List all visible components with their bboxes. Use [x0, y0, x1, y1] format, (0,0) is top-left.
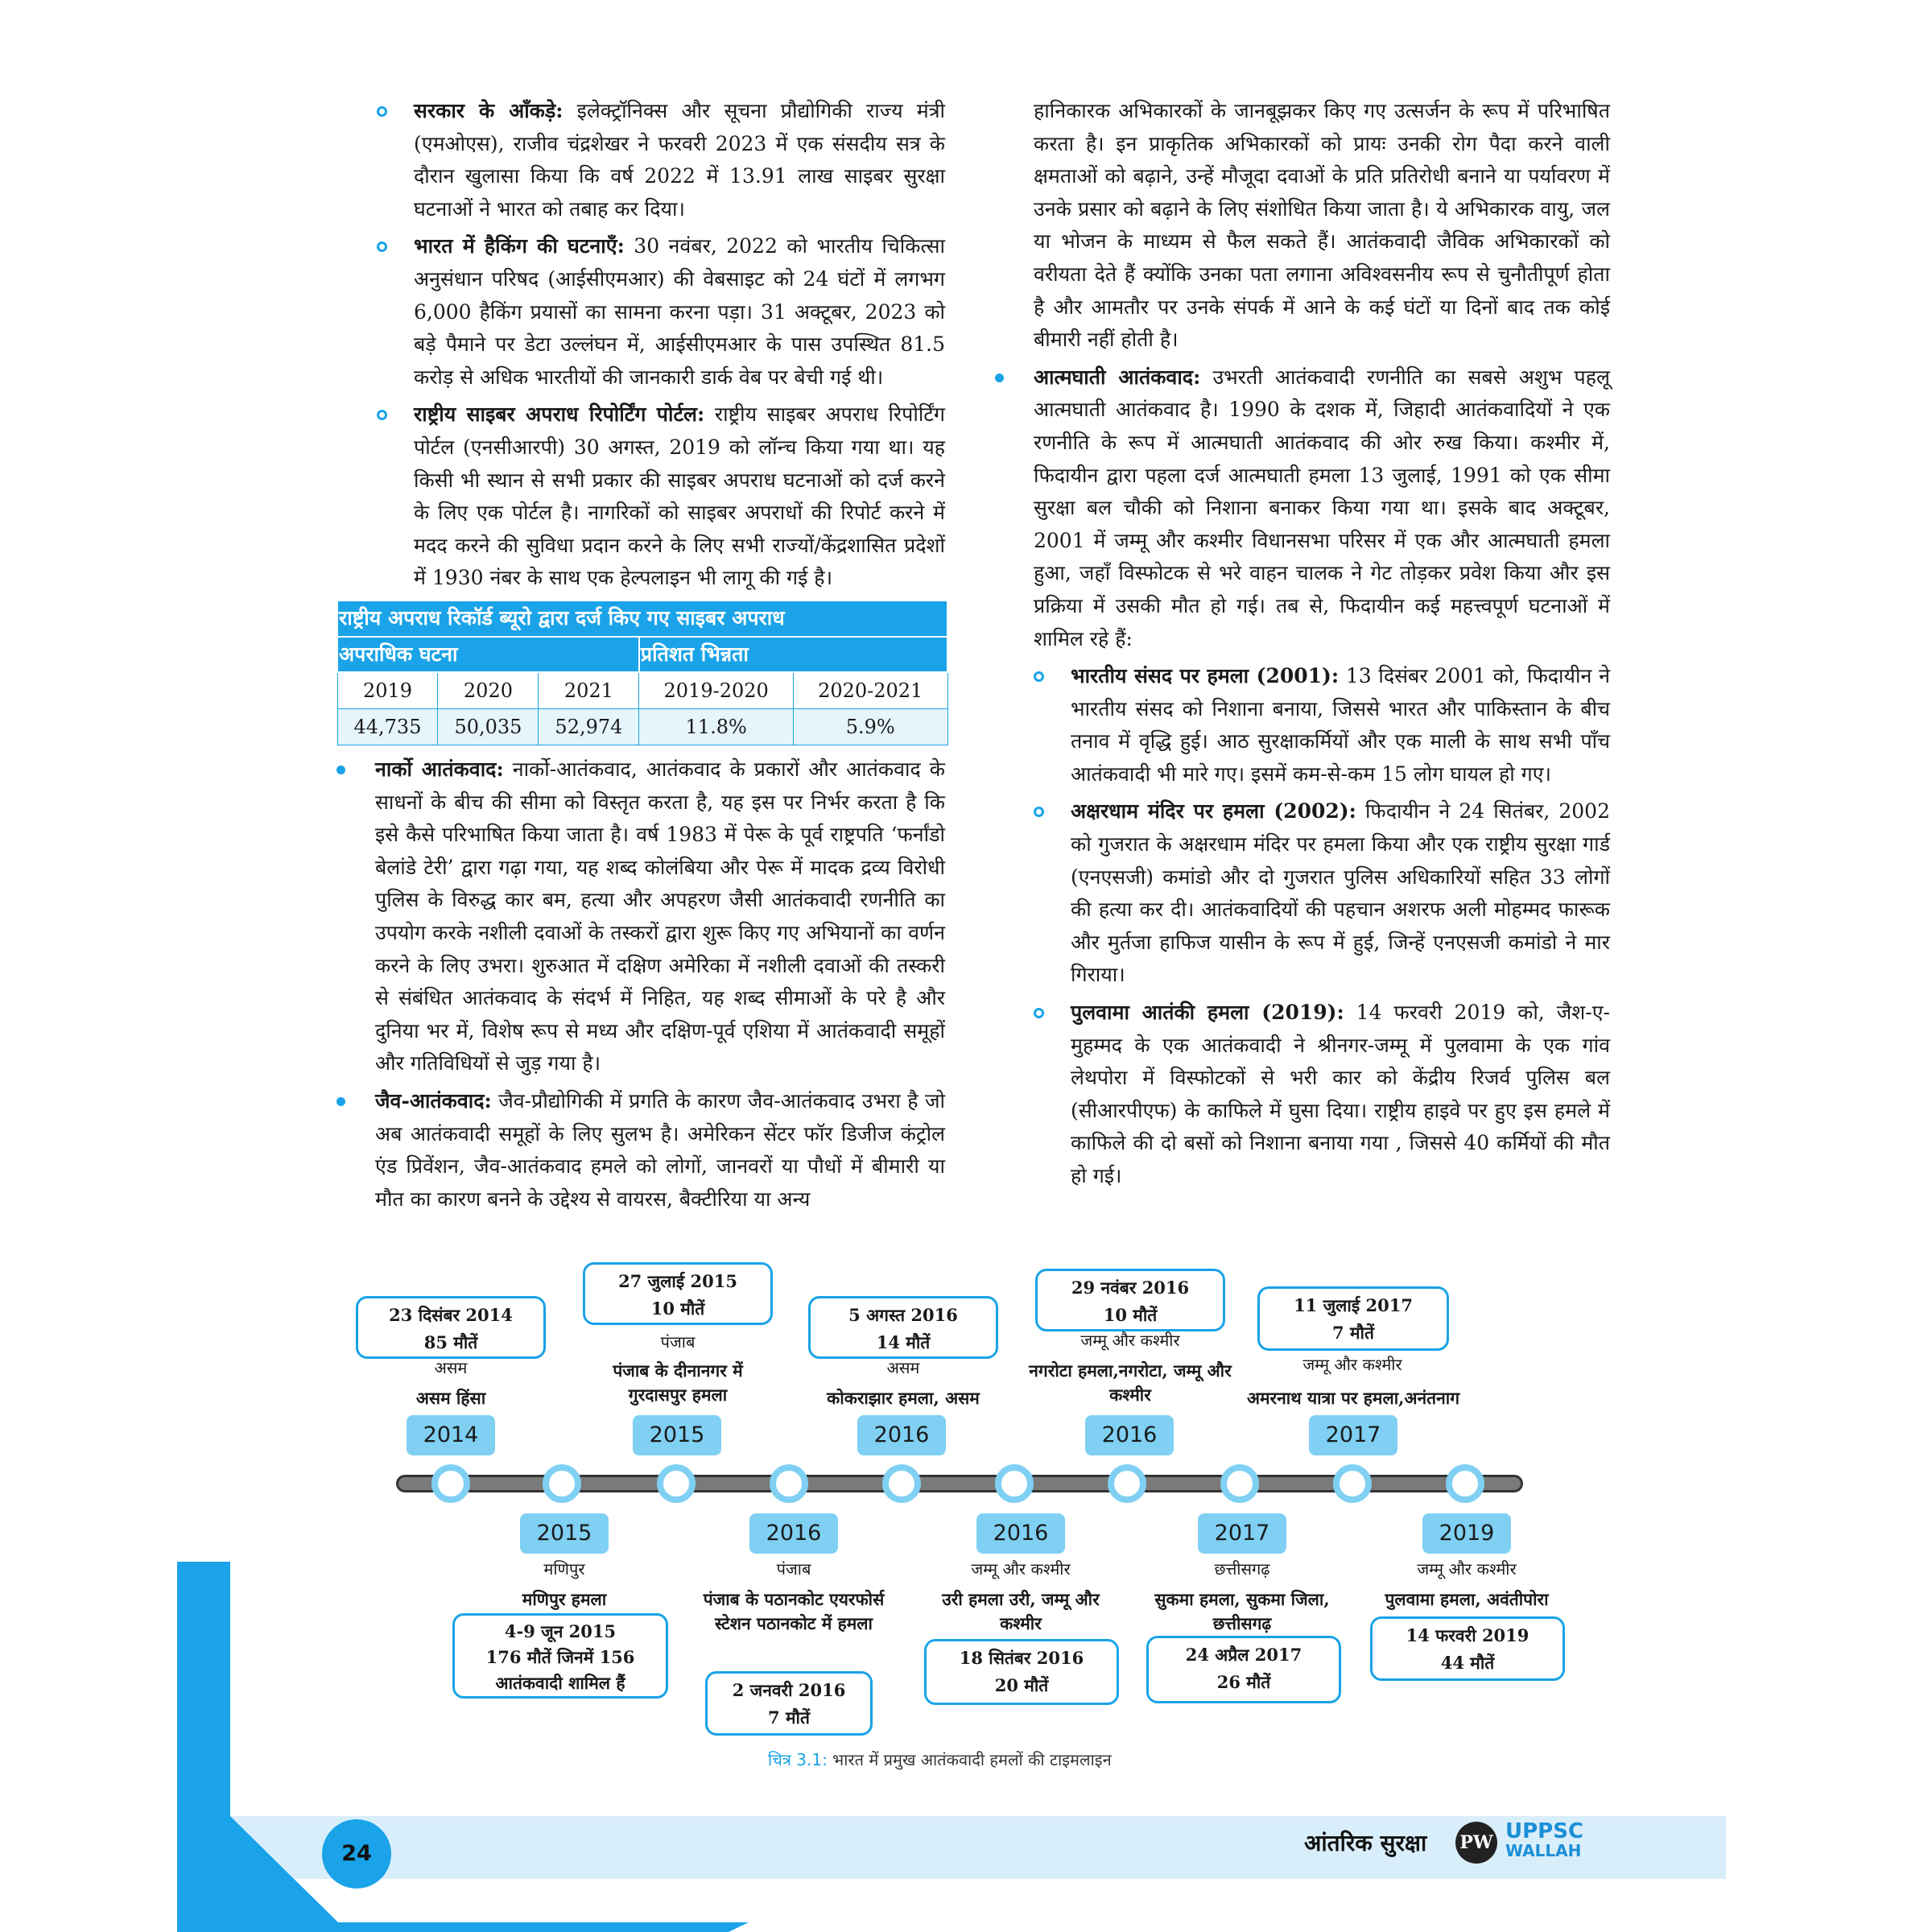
- timeline-event: अमरनाथ यात्रा पर हमला,अनंतनाग: [1246, 1388, 1460, 1408]
- timeline-state: पंजाब: [776, 1559, 811, 1579]
- timeline-year-label: 2017: [1198, 1513, 1286, 1554]
- timeline-date: 23 दिसंबर 2014: [389, 1305, 513, 1325]
- table-value-cell: 44,735: [337, 709, 438, 745]
- timeline-deaths: 44 मौतें: [1440, 1653, 1495, 1673]
- item-text: 13 दिसंबर 2001 को, फिदायीन ने भारतीय संसद को निशाना बनाया, जिससे भारत और पाकिस्तान के बीच तनाव में वृद्धि हुई। आठ सुरक्षाकर्मियों और एक माली के साथ सभी पाँच आतंकवादी भी मारे गए। इसमें कम-से-कम 15 लोग घायल हो गए।: [1071, 664, 1610, 786]
- timeline-year-label: 2015: [520, 1513, 609, 1554]
- timeline-event: मणिपुर हमला: [522, 1589, 607, 1609]
- table-group-header: प्रतिशत भिन्नता: [639, 637, 947, 673]
- item-title: नार्को आतंकवाद:: [375, 758, 504, 782]
- item-text: इलेक्ट्रॉनिक्स और सूचना प्रौद्योगिकी राज्य मंत्री (एमओएस), राजीव चंद्रशेखर ने फरवरी 2023 में एक संसदीय सत्र के दौरान खुलासा किया कि वर्ष 2022 में 13.91 लाख साइबर सुरक्षा घटनाओं ने भारत को तबाह कर दिया।: [414, 99, 945, 221]
- item-text: उभरती आतंकवादी रणनीति का सबसे अशुभ पहलू आत्मघाती आतंकवाद है। 1990 के दशक में, जिहादी आतंकवादियों ने एक रणनीति के रूप में आत्मघाती आतंकवाद की ओर रुख किया। कश्मीर में, फिदायीन द्वारा पहला दर्ज आत्मघाती हमला 13 जुलाई, 1991 को एक सीमा सुरक्षा बल चौकी को निशाना बनाकर किया गया था। इसके बाद अक्टूबर, 2001 में जम्मू और कश्मीर विधानसभा परिसर में एक और आत्मघाती हमला हुआ, जहाँ विस्फोटक से भरे वाहन चालक ने गेट तोड़कर प्रवेश किया और इस प्रक्रिया में उसकी मौत हो गई। तब से, फिदायीन कई महत्त्वपूर्ण घटनाओं में शामिल रहे हैं:: [1034, 365, 1610, 650]
- timeline-deaths: 176 मौतें जिनमें 156 आतंकवादी शामिल हैं: [485, 1647, 635, 1693]
- timeline-state: मणिपुर: [543, 1559, 585, 1579]
- brand-logo-text: [1505, 1821, 1583, 1860]
- timeline-state: असम: [434, 1358, 468, 1377]
- table-year-cell: 2020-2021: [793, 672, 947, 709]
- logo-line: UPPSC: [1505, 1819, 1584, 1843]
- item-title: जैव-आतंकवाद:: [375, 1089, 492, 1113]
- item-title: आत्मघाती आतंकवाद:: [1034, 365, 1201, 389]
- timeline-year-label: 2014: [407, 1415, 495, 1455]
- logo-line: WALLAH: [1505, 1841, 1582, 1860]
- timeline-date: 11 जुलाई 2017: [1294, 1295, 1413, 1315]
- item-text: फिदायीन ने 24 सितंबर, 2002 को गुजरात के अक्षरधाम मंदिर पर हमला किया और एक राष्ट्रीय सुरक्षा गार्ड (एनएसजी) कमांडो और दो गुजरात पुलिस अधिकारियों सहित 33 लोगों की हत्या कर दी। आतंकवादियों की पहचान अशरफ अली मोहम्मद फारूक और मुर्तजा हाफिज यासीन के रूप में हुई, जिन्हें एनएसजी कमांडो ने मार गिराया।: [1071, 799, 1610, 987]
- table-year-cell: 2021: [539, 672, 639, 709]
- timeline-deaths: 14 मौतें: [876, 1332, 931, 1352]
- timeline-event: पुलवामा हमला, अवंतीपोरा: [1385, 1589, 1549, 1609]
- item-text: राष्ट्रीय साइबर अपराध रिपोर्टिंग पोर्टल (एनसीआरपी) 30 अगस्त, 2019 को लॉन्च किया गया था। यह किसी भी स्थान से सभी प्रकार की साइबर अपराध घटनाओं को दर्ज करने के लिए एक पोर्टल है। नागरिकों को साइबर अपराधों की रिपोर्ट करने में मदद करने की सुविधा प्रदान करने के लिए सभी राज्यों/केंद्रशासित प्रदेशों में 1930 नंबर के साथ एक हेल्पलाइन भी लागू की गई है।: [414, 402, 945, 590]
- item-title: राष्ट्रीय साइबर अपराध रिपोर्टिंग पोर्टल:: [414, 402, 705, 427]
- timeline-deaths: 7 मौतें: [1332, 1323, 1374, 1343]
- timeline-date: 5 अगस्त 2016: [848, 1305, 958, 1325]
- timeline-date: 29 नवंबर 2016: [1071, 1278, 1190, 1298]
- timeline-state: छत्तीसगढ़: [1214, 1559, 1270, 1579]
- table-value-cell: 11.8%: [639, 709, 794, 745]
- timeline-deaths: 7 मौतें: [768, 1707, 810, 1728]
- footer-title: आंतरिक सुरक्षा: [1304, 1830, 1427, 1856]
- table-year-cell: 2019: [337, 672, 438, 709]
- timeline-date: 14 फरवरी 2019: [1406, 1625, 1530, 1645]
- timeline-deaths: 26 मौतें: [1216, 1672, 1271, 1692]
- timeline-year-label: 2016: [976, 1513, 1065, 1554]
- table-year-cell: 2020: [438, 672, 539, 709]
- item-text: 14 फरवरी 2019 को, जैश-ए-मुहम्मद के एक आतंकवादी ने श्रीनगर-जम्मू में पुलवामा के एक गांव लेथपोरा में विस्फोटकों से भरी कार को केंद्रीय रिजर्व पुलिस बल (सीआरपीएफ) के काफिले में घुसा दिया। राष्ट्रीय हाइवे पर हुए इस हमले में काफिले की दो बसों को निशाना बनाया गया , जिससे 40 कर्मियों की मौत हो गई।: [1071, 1001, 1610, 1187]
- timeline-deaths: 10 मौतें: [650, 1298, 705, 1319]
- item-title: भारत में हैकिंग की घटनाएँ:: [414, 234, 625, 258]
- timeline-state: जम्मू और कश्मीर: [971, 1559, 1071, 1579]
- timeline-state: पंजाब: [660, 1332, 696, 1352]
- timeline-event: नगरोटा हमला,नगरोटा, जम्मू और कश्मीर: [1029, 1360, 1232, 1405]
- timeline-year-label: 2016: [857, 1415, 946, 1455]
- table-title: राष्ट्रीय अपराध रिकॉर्ड ब्यूरो द्वारा दर्ज किए गए साइबर अपराध: [337, 601, 947, 637]
- timeline-date: 18 सितंबर 2016: [959, 1648, 1084, 1668]
- timeline-year-label: 2015: [633, 1415, 721, 1455]
- timeline-date: 4-9 जून 2015: [504, 1621, 617, 1641]
- item-title: अक्षरधाम मंदिर पर हमला (2002):: [1071, 799, 1356, 824]
- caption-label: चित्र 3.1:: [768, 1750, 828, 1769]
- timeline-year-label: 2017: [1309, 1415, 1397, 1455]
- table-value-cell: 50,035: [438, 709, 539, 745]
- timeline-state: असम: [886, 1358, 920, 1377]
- timeline-year-label: 2016: [1085, 1415, 1174, 1455]
- timeline-year-label: 2019: [1422, 1513, 1511, 1554]
- caption-text: भारत में प्रमुख आतंकवादी हमलों की टाइमलाइन: [827, 1750, 1112, 1769]
- timeline-date: 2 जनवरी 2016: [732, 1680, 846, 1700]
- timeline-state: जम्मू और कश्मीर: [1080, 1331, 1180, 1350]
- timeline-event: कोकराझार हमला, असम: [827, 1388, 980, 1408]
- continuation-paragraph: हानिकारक अभिकारकों के जानबूझकर किए गए उत्सर्जन के रूप में परिभाषित करता है। इन प्राकृतिक अभिकारकों को प्रायः उनकी रोग पैदा करने वाली क्षमताओं को बढ़ाने, उन्हें मौजूदा दवाओं के प्रति प्रतिरोधी बनाने या पर्यावरण में उनके प्रसार को बढ़ाने के लिए संशोधित किया जाता है। ये अभिकारक वायु, जल या भोजन के माध्यम से फैल सकते हैं। आतंकवादी जैविक अभिकारकों को वरीयता देते हैं क्योंकि उनका पता लगाना अविश्वसनीय रूप से चुनौतीपूर्ण होता है और आमतौर पर उनके संपर्क में आने के कई घंटों या दिनों बाद तक कोई बीमारी नहीं होती है।: [1034, 99, 1610, 352]
- timeline-event: पंजाब के पठानकोट एयरफोर्स स्टेशन पठानकोट में हमला: [703, 1589, 885, 1633]
- timeline-event: पंजाब के दीनानगर में गुरदासपुर हमला: [613, 1360, 743, 1405]
- table-group-header: अपराधिक घटना: [337, 637, 639, 673]
- timeline-deaths: 20 मौतें: [994, 1675, 1049, 1695]
- item-title: सरकार के आँकड़े:: [414, 99, 564, 122]
- pw-logo-icon: PW: [1455, 1822, 1497, 1864]
- table-value-cell: 52,974: [539, 709, 639, 745]
- item-text: 30 नवंबर, 2022 को भारतीय चिकित्सा अनुसंधान परिषद (आईसीएमआर) की वेबसाइट को 24 घंटों में लगभग 6,000 हैकिंग प्रयासों का सामना करना पड़ा। 31 अक्टूबर, 2023 को बड़े पैमाने पर डेटा उल्लंघन में, आईसीएमआर के पास उपस्थित 81.5 करोड़ से अधिक भारतीयों की जानकारी डार्क वेब पर बेची गई थी।: [414, 234, 945, 389]
- timeline-date: 27 जुलाई 2015: [618, 1271, 737, 1291]
- item-title: पुलवामा आतंकी हमला (2019):: [1071, 1001, 1344, 1025]
- item-text: जैव-प्रौद्योगिकी में प्रगति के कारण जैव-आतंकवाद उभरा है जो अब आतंकवादी समूहों के लिए सुलभ है। अमेरिकन सेंटर फॉर डिजीज कंट्रोल एंड प्रिवेंशन, जैव-आतंकवाद हमले को लोगों, जानवरों या पौधों में बीमारी या मौत का कारण बनने के उद्देश्य से वायरस, बैक्टीरिया या अन्य: [375, 1089, 945, 1211]
- item-text: नार्को-आतंकवाद, आतंकवाद के प्रकारों और आतंकवाद के साधनों के बीच की सीमा को विस्तृत करता है, यह इस पर निर्भर करता है कि इसे कैसे परिभाषित किया जाता है। वर्ष 1983 में पेरू के पूर्व राष्ट्रपति ‘फर्नांडो बेलांडे टेरी’ द्वारा गढ़ा गया, यह शब्द कोलंबिया और पेरू में मादक द्रव्य विरोधी पुलिस के विरुद्ध कार बम, हत्या और अपहरण जैसी आतंकवादी रणनीति का उपयोग करके नशीली दवाओं के तस्करों द्वारा शुरू किए गए अभियानों का वर्णन करने के लिए उभरा। शुरुआत में दक्षिण अमेरिका में नशीली दवाओं की तस्करी से संबंधित आतंकवाद के संदर्भ में निहित, यह शब्द सीमाओं के परे है और दुनिया भर में, विशेष रूप से मध्य और दक्षिण-पूर्व एशिया में आतंकवादी समूहों और गतिविधियों से जुड़ गया है।: [375, 758, 945, 1075]
- timeline-event: असम हिंसा: [415, 1388, 486, 1408]
- timeline-event: सुकमा हमला, सुकमा जिला, छत्तीसगढ़: [1154, 1589, 1330, 1633]
- table-value-cell: 5.9%: [793, 709, 947, 745]
- timeline-state: जम्मू और कश्मीर: [1417, 1559, 1517, 1579]
- timeline-event: उरी हमला उरी, जम्मू और कश्मीर: [942, 1589, 1100, 1633]
- timeline-year-label: 2016: [749, 1513, 838, 1554]
- timeline-date: 24 अप्रैल 2017: [1185, 1645, 1302, 1665]
- timeline-deaths: 10 मौतें: [1103, 1305, 1158, 1325]
- timeline-deaths: 85 मौतें: [423, 1332, 478, 1352]
- page-number: 24: [322, 1819, 391, 1889]
- timeline-state: जम्मू और कश्मीर: [1302, 1355, 1402, 1374]
- item-title: भारतीय संसद पर हमला (2001):: [1071, 664, 1340, 688]
- table-year-cell: 2019-2020: [639, 672, 794, 709]
